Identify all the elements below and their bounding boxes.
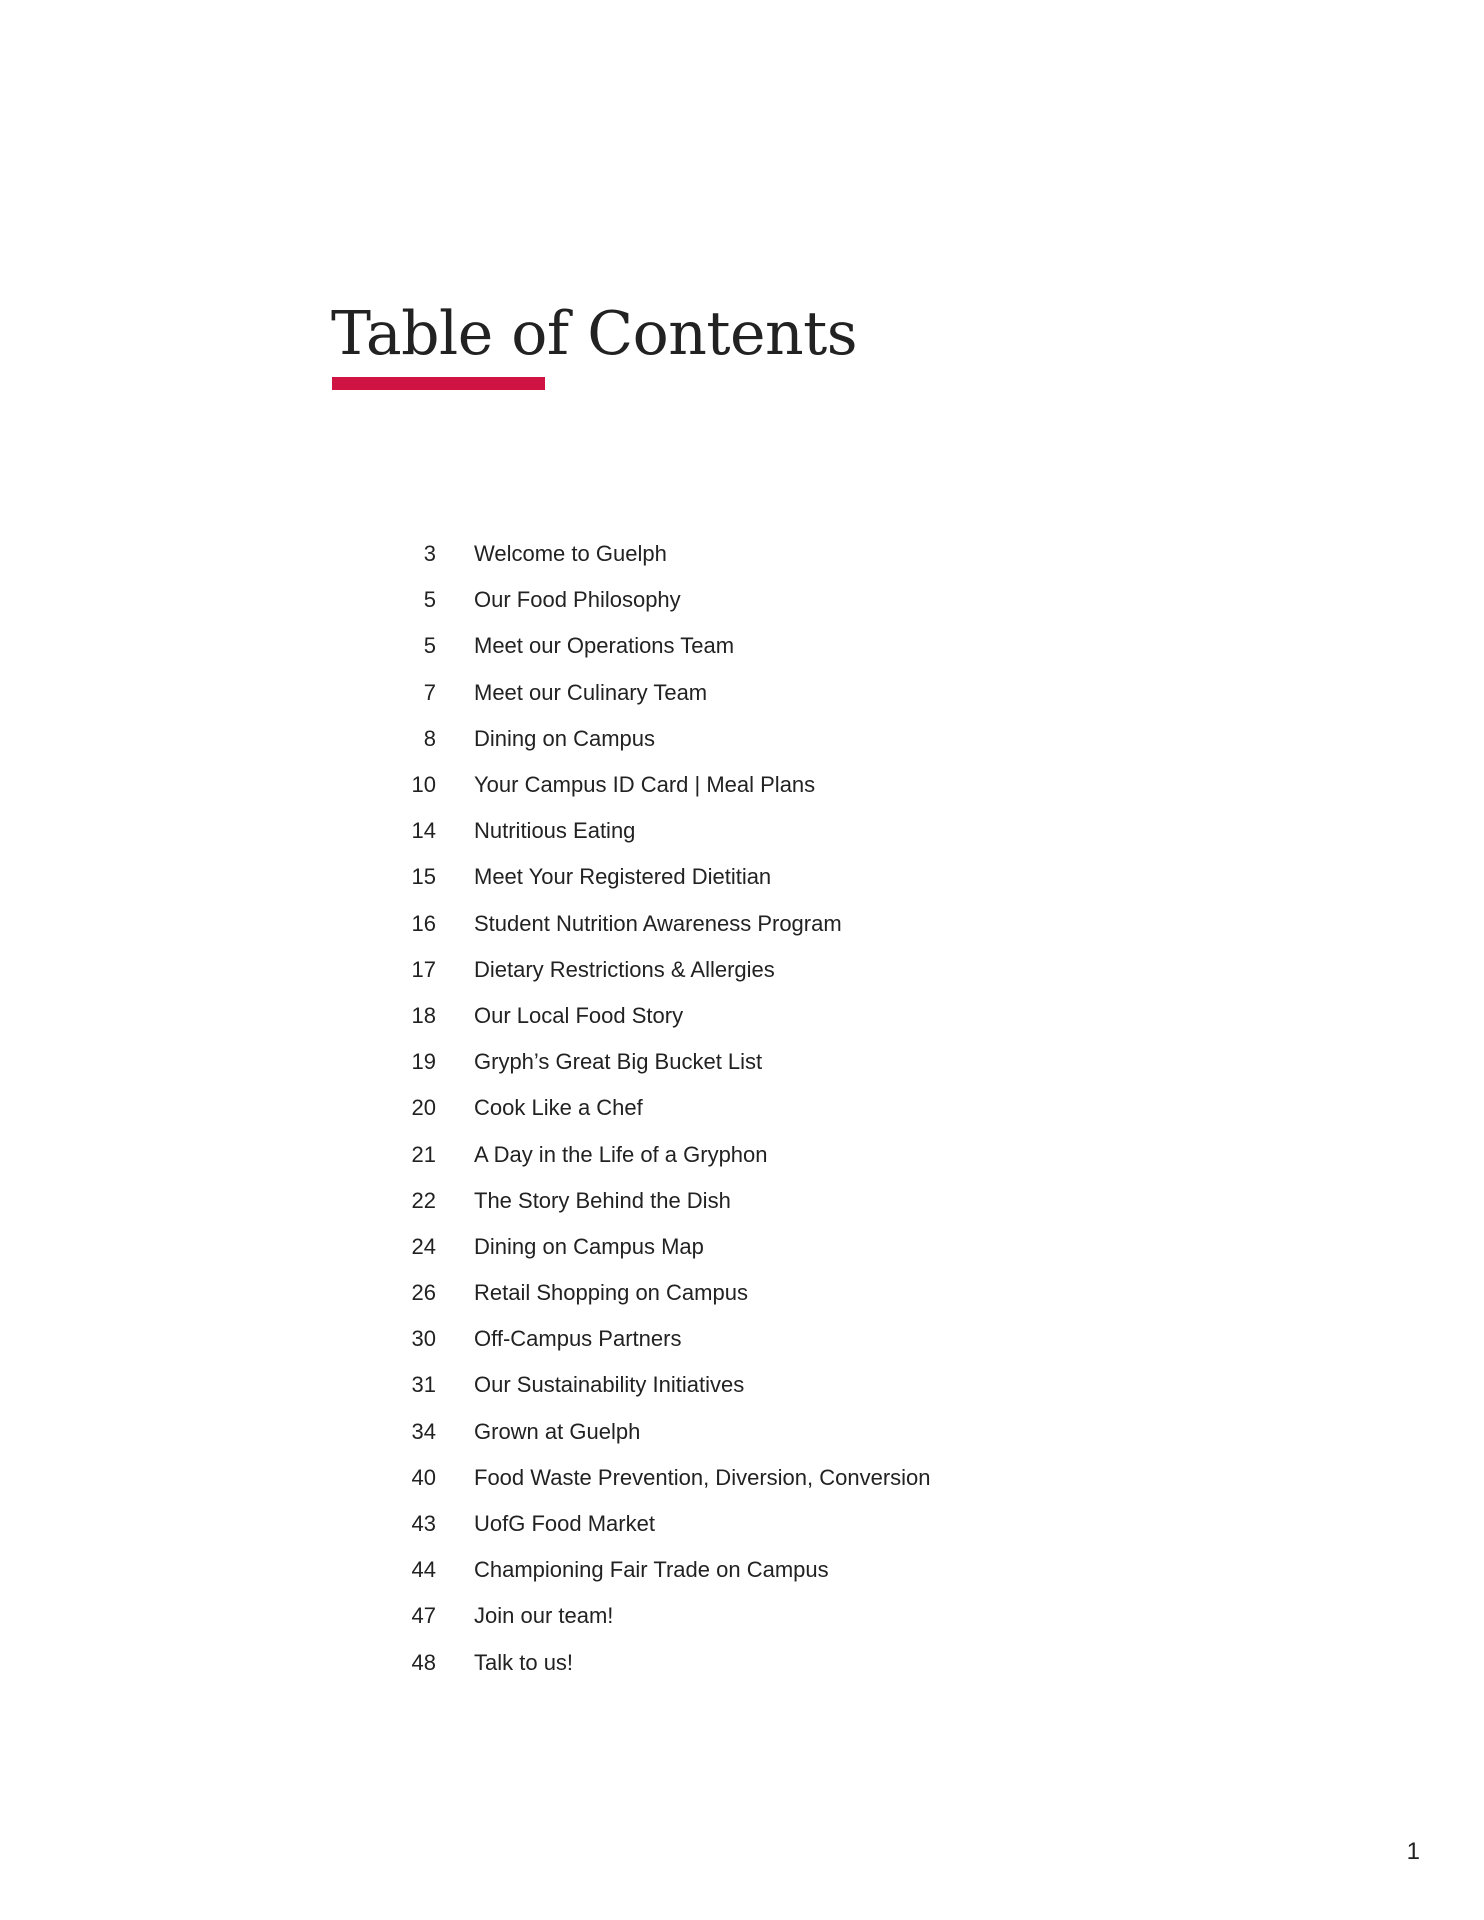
toc-page-number: 26	[411, 1280, 436, 1306]
toc-page-number: 31	[411, 1372, 436, 1398]
toc-entry[interactable]	[380, 808, 1080, 854]
toc-entry[interactable]	[380, 1409, 1080, 1455]
toc-entry[interactable]	[380, 1501, 1080, 1547]
toc-entry[interactable]	[380, 623, 1080, 669]
toc-page-number: 40	[411, 1464, 436, 1490]
toc-entry[interactable]	[380, 1593, 1080, 1639]
toc-entry[interactable]	[380, 1316, 1080, 1362]
toc-label: The Story Behind the Dish	[474, 1187, 731, 1213]
toc-label: Talk to us!	[474, 1649, 574, 1675]
toc-entry[interactable]	[380, 901, 1080, 947]
toc-page-number: 14	[411, 818, 436, 844]
footer-page-number: 1	[1406, 1838, 1420, 1865]
toc-label: UofG Food Market	[474, 1511, 655, 1537]
toc-page-number: 22	[411, 1187, 436, 1213]
toc-page-number: 19	[411, 1049, 436, 1075]
toc-label: Our Food Philosophy	[474, 587, 681, 613]
toc-page-number: 10	[411, 772, 436, 798]
toc-entry[interactable]	[380, 1455, 1080, 1501]
toc-entry[interactable]	[380, 1131, 1080, 1177]
toc-label: Grown at Guelph	[474, 1418, 641, 1444]
toc-label: Welcome to Guelph	[474, 541, 667, 567]
toc-entry[interactable]	[380, 1178, 1080, 1224]
toc-page-number: 18	[411, 1002, 436, 1028]
toc-entry[interactable]	[380, 1085, 1080, 1131]
toc-label: Our Local Food Story	[474, 1002, 684, 1028]
toc-label: Championing Fair Trade on Campus	[474, 1557, 829, 1583]
table-of-contents	[380, 531, 1080, 1686]
toc-label: Our Sustainability Initiatives	[474, 1372, 745, 1398]
toc-page-number: 16	[411, 910, 436, 936]
toc-entry[interactable]	[380, 762, 1080, 808]
toc-page-number: 30	[411, 1326, 436, 1352]
toc-label: Student Nutrition Awareness Program	[474, 910, 842, 936]
toc-label: Nutritious Eating	[474, 818, 636, 844]
toc-page-number: 24	[411, 1233, 436, 1259]
toc-entry[interactable]	[380, 531, 1080, 577]
toc-label: Cook Like a Chef	[474, 1095, 643, 1121]
toc-page-number: 20	[411, 1095, 436, 1121]
toc-page-number: 34	[411, 1418, 436, 1444]
toc-label: Gryph’s Great Big Bucket List	[474, 1049, 763, 1075]
toc-page-number: 15	[411, 864, 436, 890]
toc-label: Dietary Restrictions & Allergies	[474, 956, 775, 982]
title-underline	[332, 377, 545, 390]
toc-label: Meet our Operations Team	[474, 633, 735, 659]
toc-page-number: 44	[411, 1557, 436, 1583]
toc-entry[interactable]	[380, 1224, 1080, 1270]
toc-page-number: 8	[423, 725, 436, 751]
toc-page-number: 5	[423, 587, 436, 613]
toc-entry[interactable]	[380, 947, 1080, 993]
toc-label: Dining on Campus Map	[474, 1233, 704, 1259]
toc-page-number: 48	[411, 1649, 436, 1675]
toc-entry[interactable]	[380, 1640, 1080, 1686]
toc-label: Dining on Campus	[474, 725, 655, 751]
toc-entry[interactable]	[380, 1039, 1080, 1085]
toc-label: Food Waste Prevention, Diversion, Conversion	[474, 1464, 931, 1490]
page-title: Table of Contents	[331, 299, 858, 369]
toc-page-number: 43	[411, 1511, 436, 1537]
toc-entry[interactable]	[380, 1270, 1080, 1316]
toc-entry[interactable]	[380, 716, 1080, 762]
toc-entry[interactable]	[380, 854, 1080, 900]
toc-entry[interactable]	[380, 993, 1080, 1039]
toc-page-number: 47	[411, 1603, 436, 1629]
toc-page-number: 7	[423, 679, 436, 705]
toc-label: Meet Your Registered Dietitian	[474, 864, 772, 890]
toc-entry[interactable]	[380, 1362, 1080, 1408]
toc-label: Retail Shopping on Campus	[474, 1280, 748, 1306]
toc-label: Join our team!	[474, 1603, 614, 1629]
toc-page-number: 21	[411, 1141, 436, 1167]
toc-page-number: 5	[423, 633, 436, 659]
toc-entry[interactable]	[380, 1547, 1080, 1593]
toc-entry[interactable]	[380, 670, 1080, 716]
toc-label: A Day in the Life of a Gryphon	[474, 1141, 768, 1167]
toc-label: Off-Campus Partners	[474, 1326, 682, 1352]
toc-entry[interactable]	[380, 577, 1080, 623]
toc-page-number: 17	[411, 956, 436, 982]
toc-label: Meet our Culinary Team	[474, 679, 708, 705]
toc-label: Your Campus ID Card | Meal Plans	[474, 772, 816, 798]
toc-page-number: 3	[423, 541, 436, 567]
